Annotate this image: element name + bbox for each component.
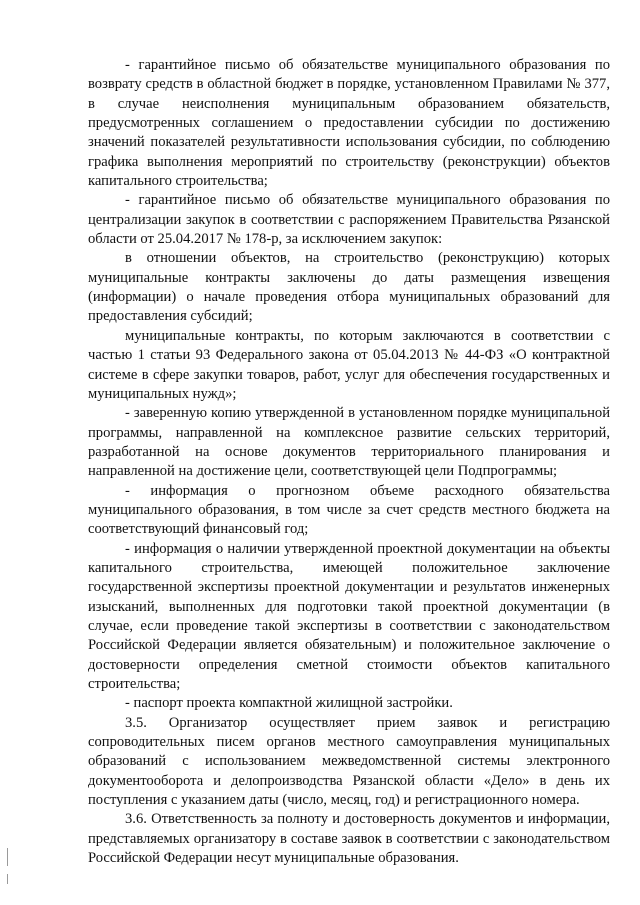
paragraph-forecast-info: - информация о прогнозном объеме расходного обязательства муниципального образования, в том числе за счет средств местного бюджета на соответствующий финансовый год; xyxy=(88,482,610,538)
document-body xyxy=(88,56,610,868)
paragraph-exception-contracts: муниципальные контракты, по которым заключаются в соответствии с частью 1 статьи 93 Федерального закона от 05.04.2013 № 44-ФЗ «О контрактной системе в сфере закупки товаров, работ, услуг для обеспечения государственных и муниципальных нужд»; xyxy=(88,327,610,402)
paragraph-exception-objects: в отношении объектов, на строительство (реконструкцию) которых муниципальные контракты заключены до даты размещения извещения (информации) о начале проведения отбора муниципальных образований для предоставления субсидий; xyxy=(88,250,610,325)
paragraph-project-passport: - паспорт проекта компактной жилищной застройки. xyxy=(125,695,453,712)
paragraph-project-documentation: - информация о наличии утвержденной проектной документации на объекты капитального строительства, имеющей положительное заключение государственной экспертизы проектной документации и результатов инженерных изысканий, выполненных для подготовки такой проектной документации (в случае, если проведение такой экспертизы в соответствии с законодательством Российской Федерации является обязательным) и положительное заключение о достоверности определения сметной стоимости объектов капитального строительства; xyxy=(88,540,610,692)
paragraph-section-3-6: 3.6. Ответственность за полноту и достоверность документов и информации, представляемых организатору в составе заявок в соответствии с законодательством Российской Федерации несут муниципальные образования. xyxy=(88,811,610,867)
scan-edge-mark xyxy=(7,874,8,884)
paragraph-guarantee-refund: - гарантийное письмо об обязательстве муниципального образования по возврату средств в областной бюджет в порядке, установленном Правилами № 377, в случае неисполнения муниципальным образованием обязательств, предусмотренных соглашением о предоставлении субсидии по достижению значений показателей результативности использования субсидии, по соблюдению графика выполнения мероприятий по строительству (реконструкции) объектов капитального строительства; xyxy=(88,57,610,190)
paragraph-section-3-5: 3.5. Организатор осуществляет прием заявок и регистрацию сопроводительных писем органов местного самоуправления муниципальных образований с использованием межведомственной системы электронного документооборота и делопроизводства Рязанской области «Дело» в день их поступления с указанием даты (число, месяц, год) и регистрационного номера. xyxy=(88,714,610,809)
paragraph-guarantee-procurement: - гарантийное письмо об обязательстве муниципального образования по централизации закупок в соответствии с распоряжением Правительства Рязанской области от 25.04.2017 № 178-р, за исключением закупок: xyxy=(88,192,610,248)
paragraph-program-copy: - заверенную копию утвержденной в установленном порядке муниципальной программы, направленной на комплексное развитие сельских территорий, разработанной на основе документов территориального планирования и направленной на достижение цели, соответствующей цели Подпрограммы; xyxy=(88,405,610,480)
scan-edge-mark xyxy=(7,848,8,866)
